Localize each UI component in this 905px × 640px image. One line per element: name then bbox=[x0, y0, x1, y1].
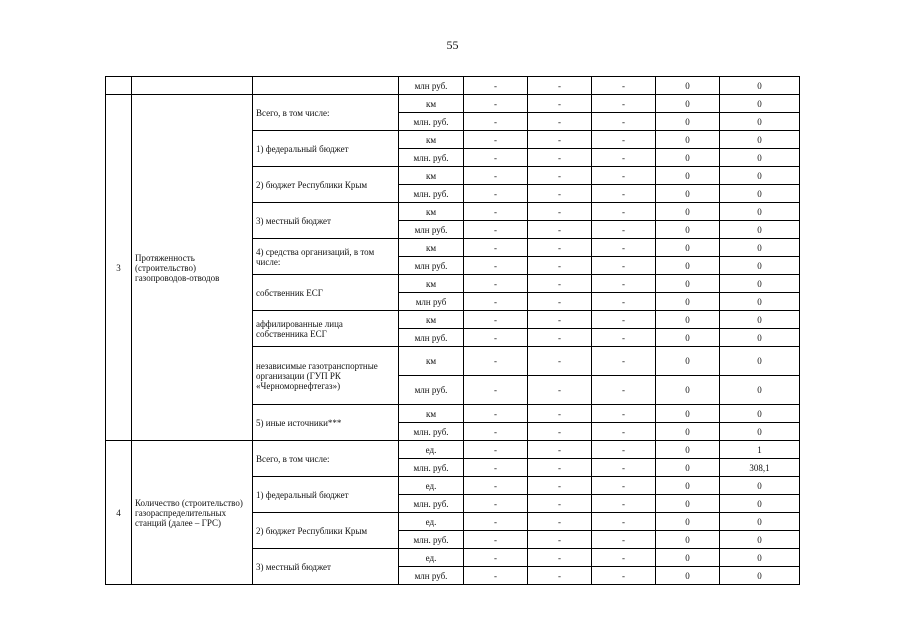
value-cell: 0 bbox=[720, 423, 800, 441]
value-cell: 0 bbox=[720, 149, 800, 167]
value-cell: - bbox=[464, 513, 528, 531]
value-cell: - bbox=[528, 441, 592, 459]
unit-cell: млн руб. bbox=[399, 567, 464, 585]
source-cell: Всего, в том числе: bbox=[253, 441, 399, 477]
value-cell: 0 bbox=[656, 275, 720, 293]
value-cell: - bbox=[464, 257, 528, 275]
value-cell: - bbox=[528, 423, 592, 441]
source-cell: Всего, в том числе: bbox=[253, 95, 399, 131]
source-cell: 3) местный бюджет bbox=[253, 203, 399, 239]
value-cell: - bbox=[464, 131, 528, 149]
value-cell: - bbox=[528, 149, 592, 167]
value-cell: - bbox=[592, 376, 656, 405]
value-cell: - bbox=[592, 329, 656, 347]
value-cell: - bbox=[592, 293, 656, 311]
indicator-cell bbox=[132, 77, 253, 95]
value-cell: - bbox=[464, 203, 528, 221]
source-cell: 5) иные источники*** bbox=[253, 405, 399, 441]
value-cell: - bbox=[464, 405, 528, 423]
value-cell: - bbox=[592, 459, 656, 477]
unit-cell: млн руб. bbox=[399, 221, 464, 239]
value-cell: - bbox=[464, 495, 528, 513]
value-cell: - bbox=[592, 441, 656, 459]
value-cell: - bbox=[464, 95, 528, 113]
page-number: 55 bbox=[446, 38, 459, 52]
value-cell: - bbox=[592, 495, 656, 513]
value-cell: - bbox=[464, 347, 528, 376]
value-cell: 0 bbox=[656, 167, 720, 185]
unit-cell: ед. bbox=[399, 441, 464, 459]
value-cell: - bbox=[464, 113, 528, 131]
value-cell: - bbox=[528, 376, 592, 405]
value-cell: 0 bbox=[656, 185, 720, 203]
source-cell: аффилированные лица собственника ЕСГ bbox=[253, 311, 399, 347]
value-cell: 0 bbox=[656, 221, 720, 239]
value-cell: 0 bbox=[720, 77, 800, 95]
unit-cell: млн. руб. bbox=[399, 423, 464, 441]
value-cell: - bbox=[464, 77, 528, 95]
unit-cell: млн. руб. bbox=[399, 531, 464, 549]
value-cell: - bbox=[528, 293, 592, 311]
value-cell: - bbox=[592, 167, 656, 185]
value-cell: - bbox=[592, 149, 656, 167]
value-cell: - bbox=[528, 275, 592, 293]
value-cell: 0 bbox=[720, 131, 800, 149]
value-cell: 0 bbox=[720, 113, 800, 131]
value-cell: - bbox=[592, 549, 656, 567]
indicator-cell: Протяженность (строительство) газопроводов-отводов bbox=[132, 95, 253, 441]
value-cell: 0 bbox=[720, 275, 800, 293]
value-cell: 0 bbox=[656, 203, 720, 221]
unit-cell: км bbox=[399, 239, 464, 257]
unit-cell: млн. руб. bbox=[399, 495, 464, 513]
value-cell: - bbox=[528, 167, 592, 185]
value-cell: 0 bbox=[720, 329, 800, 347]
unit-cell: км bbox=[399, 131, 464, 149]
value-cell: 0 bbox=[720, 311, 800, 329]
unit-cell: км bbox=[399, 167, 464, 185]
value-cell: - bbox=[592, 185, 656, 203]
row-number-cell: 3 bbox=[106, 95, 132, 441]
value-cell: - bbox=[528, 257, 592, 275]
value-cell: - bbox=[592, 311, 656, 329]
value-cell: 0 bbox=[656, 329, 720, 347]
value-cell: 0 bbox=[720, 477, 800, 495]
value-cell: 0 bbox=[720, 185, 800, 203]
value-cell: - bbox=[464, 167, 528, 185]
value-cell: - bbox=[528, 185, 592, 203]
value-cell: 0 bbox=[656, 149, 720, 167]
unit-cell: ед. bbox=[399, 477, 464, 495]
value-cell: - bbox=[592, 275, 656, 293]
value-cell: 0 bbox=[656, 95, 720, 113]
value-cell: - bbox=[528, 459, 592, 477]
value-cell: 308,1 bbox=[720, 459, 800, 477]
indicator-cell: Количество (строительство) газораспределительных станций (далее – ГРС) bbox=[132, 441, 253, 585]
value-cell: - bbox=[592, 405, 656, 423]
value-cell: - bbox=[528, 203, 592, 221]
value-cell: 0 bbox=[720, 405, 800, 423]
source-cell: 1) федеральный бюджет bbox=[253, 131, 399, 167]
value-cell: 0 bbox=[656, 459, 720, 477]
value-cell: - bbox=[528, 77, 592, 95]
value-cell: - bbox=[592, 347, 656, 376]
value-cell: 0 bbox=[720, 167, 800, 185]
source-cell bbox=[253, 77, 399, 95]
value-cell: 0 bbox=[656, 405, 720, 423]
unit-cell: млн руб bbox=[399, 293, 464, 311]
value-cell: - bbox=[464, 311, 528, 329]
value-cell: - bbox=[592, 477, 656, 495]
unit-cell: млн руб. bbox=[399, 329, 464, 347]
value-cell: 0 bbox=[656, 549, 720, 567]
value-cell: 0 bbox=[656, 293, 720, 311]
value-cell: - bbox=[592, 203, 656, 221]
source-cell: независимые газотранспортные организации (ГУП РК «Черноморнефтегаз») bbox=[253, 347, 399, 405]
value-cell: 0 bbox=[656, 257, 720, 275]
value-cell: - bbox=[464, 293, 528, 311]
unit-cell: млн руб. bbox=[399, 376, 464, 405]
data-table bbox=[105, 76, 800, 585]
value-cell: - bbox=[592, 257, 656, 275]
source-cell: 1) федеральный бюджет bbox=[253, 477, 399, 513]
table-row bbox=[106, 77, 800, 95]
value-cell: - bbox=[464, 149, 528, 167]
source-cell: 2) бюджет Республики Крым bbox=[253, 513, 399, 549]
value-cell: 0 bbox=[720, 347, 800, 376]
unit-cell: км bbox=[399, 347, 464, 376]
value-cell: 0 bbox=[720, 549, 800, 567]
value-cell: - bbox=[528, 495, 592, 513]
value-cell: - bbox=[464, 376, 528, 405]
value-cell: 1 bbox=[720, 441, 800, 459]
value-cell: - bbox=[464, 549, 528, 567]
value-cell: 0 bbox=[720, 513, 800, 531]
value-cell: - bbox=[464, 275, 528, 293]
value-cell: - bbox=[592, 531, 656, 549]
value-cell: - bbox=[464, 441, 528, 459]
value-cell: 0 bbox=[720, 531, 800, 549]
source-cell: 2) бюджет Республики Крым bbox=[253, 167, 399, 203]
value-cell: - bbox=[464, 423, 528, 441]
unit-cell: км bbox=[399, 405, 464, 423]
value-cell: 0 bbox=[656, 531, 720, 549]
value-cell: - bbox=[464, 221, 528, 239]
value-cell: - bbox=[528, 513, 592, 531]
value-cell: 0 bbox=[720, 221, 800, 239]
value-cell: 0 bbox=[656, 77, 720, 95]
unit-cell: млн. руб. bbox=[399, 185, 464, 203]
source-cell: 3) местный бюджет bbox=[253, 549, 399, 585]
value-cell: 0 bbox=[720, 95, 800, 113]
value-cell: - bbox=[528, 405, 592, 423]
value-cell: - bbox=[592, 423, 656, 441]
value-cell: - bbox=[464, 185, 528, 203]
value-cell: - bbox=[592, 131, 656, 149]
value-cell: 0 bbox=[720, 203, 800, 221]
unit-cell: ед. bbox=[399, 549, 464, 567]
value-cell: - bbox=[464, 459, 528, 477]
unit-cell: млн. руб. bbox=[399, 149, 464, 167]
value-cell: 0 bbox=[720, 293, 800, 311]
value-cell: - bbox=[528, 531, 592, 549]
value-cell: - bbox=[528, 131, 592, 149]
value-cell: - bbox=[464, 239, 528, 257]
value-cell: - bbox=[592, 95, 656, 113]
unit-cell: км bbox=[399, 275, 464, 293]
value-cell: 0 bbox=[720, 495, 800, 513]
unit-cell: млн руб. bbox=[399, 257, 464, 275]
value-cell: 0 bbox=[656, 441, 720, 459]
unit-cell: км bbox=[399, 95, 464, 113]
value-cell: - bbox=[592, 239, 656, 257]
value-cell: 0 bbox=[656, 347, 720, 376]
value-cell: 0 bbox=[656, 495, 720, 513]
table-row bbox=[106, 441, 800, 459]
value-cell: - bbox=[464, 477, 528, 495]
value-cell: - bbox=[528, 477, 592, 495]
unit-cell: км bbox=[399, 311, 464, 329]
source-cell: 4) средства организаций, в том числе: bbox=[253, 239, 399, 275]
value-cell: 0 bbox=[720, 257, 800, 275]
value-cell: - bbox=[592, 113, 656, 131]
value-cell: 0 bbox=[720, 567, 800, 585]
unit-cell: км bbox=[399, 203, 464, 221]
value-cell: - bbox=[592, 221, 656, 239]
value-cell: - bbox=[528, 329, 592, 347]
value-cell: 0 bbox=[656, 477, 720, 495]
value-cell: - bbox=[464, 329, 528, 347]
value-cell: - bbox=[528, 239, 592, 257]
value-cell: 0 bbox=[656, 513, 720, 531]
value-cell: 0 bbox=[656, 423, 720, 441]
source-cell: собственник ЕСГ bbox=[253, 275, 399, 311]
table-row bbox=[106, 95, 800, 113]
value-cell: - bbox=[464, 567, 528, 585]
unit-cell: млн. руб. bbox=[399, 113, 464, 131]
value-cell: 0 bbox=[720, 376, 800, 405]
value-cell: 0 bbox=[656, 376, 720, 405]
value-cell: - bbox=[464, 531, 528, 549]
value-cell: - bbox=[592, 77, 656, 95]
unit-cell: ед. bbox=[399, 513, 464, 531]
value-cell: 0 bbox=[656, 131, 720, 149]
value-cell: 0 bbox=[656, 311, 720, 329]
value-cell: - bbox=[528, 567, 592, 585]
unit-cell: млн. руб. bbox=[399, 459, 464, 477]
value-cell: 0 bbox=[656, 239, 720, 257]
value-cell: - bbox=[528, 113, 592, 131]
value-cell: 0 bbox=[656, 113, 720, 131]
row-number-cell: 4 bbox=[106, 441, 132, 585]
value-cell: - bbox=[528, 311, 592, 329]
value-cell: - bbox=[592, 513, 656, 531]
value-cell: - bbox=[528, 347, 592, 376]
value-cell: - bbox=[528, 221, 592, 239]
value-cell: - bbox=[528, 95, 592, 113]
unit-cell: млн руб. bbox=[399, 77, 464, 95]
value-cell: 0 bbox=[656, 567, 720, 585]
value-cell: - bbox=[528, 549, 592, 567]
value-cell: 0 bbox=[720, 239, 800, 257]
row-number-cell bbox=[106, 77, 132, 95]
value-cell: - bbox=[592, 567, 656, 585]
